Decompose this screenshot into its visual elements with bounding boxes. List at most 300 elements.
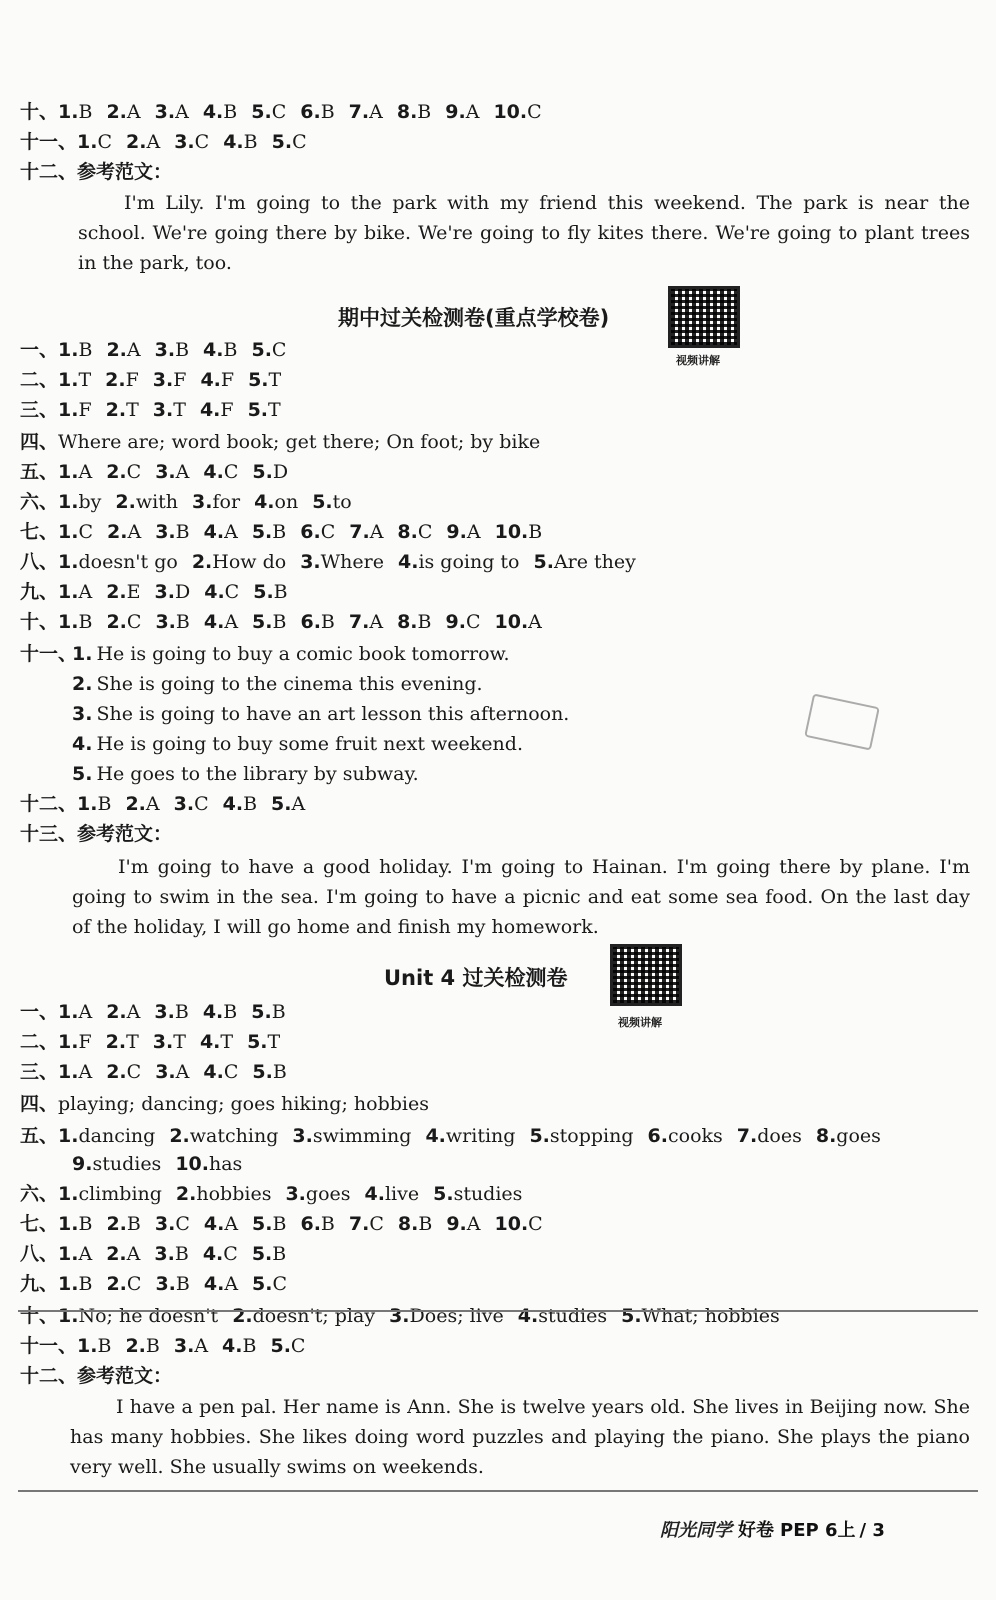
answer-item: [58, 98, 92, 126]
item-number: 5.: [252, 461, 273, 483]
answer-item: [155, 518, 189, 546]
item-answer: T: [173, 399, 186, 421]
item-number: 1.: [58, 551, 79, 573]
item-answer: B: [175, 339, 190, 361]
divider-line: [18, 1310, 978, 1312]
item-number: 4.: [222, 1335, 243, 1357]
item-number: 5.: [433, 1183, 454, 1205]
item-answer: B: [418, 1213, 433, 1235]
item-number: 1.: [77, 793, 98, 815]
item-number: 1.: [58, 1213, 79, 1235]
item-number: 6.: [300, 521, 321, 543]
answer-item: [389, 1302, 504, 1330]
answer-item: [106, 1028, 139, 1056]
item-answer: cooks: [667, 1125, 723, 1147]
item-answer: C: [223, 1061, 239, 1083]
item-answer: A: [78, 1061, 93, 1083]
item-answer: climbing: [78, 1183, 162, 1205]
item-number: 7.: [348, 611, 370, 633]
item-number: 3.: [154, 1001, 175, 1023]
answer-item: [106, 98, 140, 126]
answer-item: [446, 1210, 480, 1238]
sample-essay: I'm going to have a good holiday. I'm going to Hainan. I'm going there by plane. I'm going to swim in the sea. I'm going to have a picnic and eat some sea food. On the last day of the holiday, I will go home and finish my homework.: [72, 856, 970, 938]
answer-item: [252, 608, 286, 636]
item-answer: B: [272, 1061, 287, 1083]
item-number: 1.: [58, 581, 79, 603]
item-number: 10.: [494, 521, 529, 543]
item-number: 3.: [389, 1305, 410, 1327]
item-number: 1.: [58, 339, 79, 361]
item-number: 6.: [647, 1125, 668, 1147]
item-number: 9.: [445, 611, 466, 633]
item-answer: B: [417, 611, 432, 633]
section-label-text: 十三、参考范文：: [20, 823, 173, 845]
item-answer: How do: [212, 551, 287, 573]
item-answer: B: [320, 611, 335, 633]
answer-item: [495, 518, 543, 546]
item-answer: A: [126, 1001, 141, 1023]
item-number: 10.: [494, 1213, 529, 1235]
item-answer: B: [273, 581, 288, 603]
item-number: 4.: [199, 399, 221, 421]
item-answer: B: [78, 611, 93, 633]
answer-item: [252, 518, 286, 546]
item-answer: B: [145, 1335, 160, 1357]
item-answer: hobbies: [196, 1183, 272, 1205]
item-number: 2.: [105, 369, 126, 391]
item-number: 5.: [251, 1001, 272, 1023]
answer-item: [106, 578, 140, 606]
item-number: 9.: [72, 1153, 93, 1175]
item-answer: A: [224, 611, 239, 633]
item-number: 3.: [155, 521, 176, 543]
item-number: 4.: [425, 1125, 446, 1147]
item-number: 3.: [292, 1125, 313, 1147]
answer-item: [648, 1122, 723, 1150]
item-number: 1.: [77, 131, 98, 153]
answer-item: [398, 548, 520, 576]
answer-item: [192, 548, 286, 576]
answer-item: [155, 608, 189, 636]
answer-item: [300, 518, 335, 546]
section-label-text: 一、: [20, 339, 59, 361]
item-number: 5.: [529, 1125, 550, 1147]
item-number: 8.: [815, 1125, 837, 1147]
item-answer: C: [126, 1061, 142, 1083]
item-answer: B: [78, 1213, 93, 1235]
item-number: 4.: [203, 461, 224, 483]
section-label-text: 六、: [20, 1183, 59, 1205]
answer-item: [154, 998, 188, 1026]
item-number: 3.: [152, 399, 174, 421]
item-answer: A: [146, 131, 161, 153]
item-number: 1.: [58, 1125, 79, 1147]
answer-item: [58, 1210, 92, 1238]
answer-row: [20, 608, 976, 636]
item-answer: is going to: [418, 551, 520, 573]
answer-item: [204, 1210, 238, 1238]
answer-item: [106, 1210, 140, 1238]
divider-line: [18, 1490, 978, 1492]
section-label-text: 七、: [20, 521, 59, 543]
answer-row: [20, 1302, 976, 1330]
item-answer: A: [291, 793, 306, 815]
item-answer: Are they: [553, 551, 636, 573]
answer-item: [312, 488, 352, 516]
answer-item: [247, 1028, 280, 1056]
section-label-text: 九、: [20, 1273, 59, 1295]
answer-item: [58, 1028, 92, 1056]
item-answer: B: [97, 1335, 112, 1357]
answer-row: [20, 1122, 976, 1150]
section-label: [20, 820, 976, 848]
answer-item: [106, 458, 141, 486]
footer-brand: [660, 1516, 885, 1542]
item-answer: A: [465, 101, 480, 123]
item-answer: B: [175, 611, 190, 633]
item-answer: B: [243, 793, 258, 815]
item-number: 2.: [106, 339, 127, 361]
item-number: 2.: [106, 1213, 127, 1235]
item-answer: B: [78, 101, 93, 123]
item-number: 5.: [251, 521, 273, 543]
answer-item: [58, 1270, 92, 1298]
section-label-text: 十二、: [20, 793, 78, 815]
item-number: 4.: [517, 1305, 539, 1327]
item-answer: A: [528, 611, 542, 633]
answer-item: [251, 998, 285, 1026]
item-answer: A: [78, 1001, 93, 1023]
item-answer: B: [528, 521, 543, 543]
answer-item: [222, 1332, 256, 1360]
answer-item: [204, 608, 238, 636]
answer-row: [20, 1090, 976, 1118]
item-answer: B: [272, 1243, 287, 1265]
item-answer: stopping: [549, 1125, 634, 1147]
brand-logo: 阳光同学: [660, 1520, 732, 1541]
answer-item: [58, 458, 92, 486]
item-number: 4.: [203, 1273, 225, 1295]
section-label-text: 五、: [20, 1125, 59, 1147]
item-number: 5.: [533, 551, 554, 573]
answer-item: [154, 1240, 188, 1268]
item-answer: A: [78, 581, 93, 603]
section-label-text: 二、: [20, 1031, 59, 1053]
item-number: 2.: [125, 1335, 146, 1357]
answer-item: [58, 1240, 92, 1268]
answer-item: [155, 1270, 189, 1298]
item-answer: doesn't go: [78, 551, 178, 573]
item-answer: A: [369, 611, 384, 633]
section-label-text: 十一、: [20, 131, 78, 153]
item-answer: F: [125, 369, 139, 391]
item-number: 4.: [204, 581, 225, 603]
item-answer: T: [268, 369, 282, 391]
item-answer: C: [369, 1213, 384, 1235]
item-number: 1.: [58, 1061, 79, 1083]
answer-row: [20, 790, 976, 818]
answer-item: [106, 396, 139, 424]
sentence-answer: [72, 670, 976, 698]
item-answer: T: [220, 1031, 234, 1053]
answer-row: [20, 518, 976, 546]
section-label-text: 十二、参考范文：: [20, 161, 173, 183]
item-number: 3.: [285, 1183, 306, 1205]
answer-item: [529, 1122, 633, 1150]
answer-item: [446, 608, 481, 636]
answer-item: [271, 790, 305, 818]
item-answer: C: [417, 521, 433, 543]
item-number: 2.: [106, 581, 127, 603]
item-number: 1.: [58, 1183, 79, 1205]
section-label-text: 十、: [20, 1305, 59, 1327]
item-number: 1.: [58, 1273, 79, 1295]
item-number: 4.: [202, 1243, 224, 1265]
answer-item: [398, 1210, 432, 1238]
answer-item: [107, 518, 141, 546]
answer-item: [248, 396, 281, 424]
answer-item: [106, 1058, 141, 1086]
answer-row: [20, 1270, 976, 1298]
item-number: 1.: [58, 369, 79, 391]
answer-row: [20, 1028, 976, 1056]
item-number: 7.: [349, 521, 370, 543]
answer-item: [58, 336, 92, 364]
answer-item: [58, 578, 92, 606]
answer-item: [365, 1180, 420, 1208]
answer-item: [495, 608, 542, 636]
item-answer: B: [272, 611, 287, 633]
item-number: 5.: [252, 1061, 273, 1083]
answer-item: [285, 1180, 350, 1208]
answer-row: [20, 458, 976, 486]
item-number: 2.: [106, 1273, 127, 1295]
item-answer: B: [417, 101, 432, 123]
item-number: 2.: [106, 611, 127, 633]
item-number: 1.: [58, 1305, 79, 1327]
item-number: 4.: [397, 551, 419, 573]
item-number: 3.: [173, 1335, 195, 1357]
answer-item: [58, 396, 92, 424]
answer-row: [20, 1210, 976, 1238]
item-number: 5.: [270, 1335, 291, 1357]
sample-essay: I have a pen pal. Her name is Ann. She is twelve years old. She lives in Beijing now. She has many hobbies. She likes doing word puzzles and playing the piano. She plays the piano very well. She usually swims on weekends.: [70, 1396, 970, 1478]
section-label-text: 七、: [20, 1213, 59, 1235]
answer-item: [252, 1058, 286, 1086]
item-number: 4.: [202, 101, 224, 123]
answer-item: [446, 518, 480, 546]
item-number: 3.: [72, 703, 93, 725]
answer-item: [621, 1302, 780, 1330]
answer-text: playing; dancing; goes hiking; hobbies: [58, 1093, 429, 1115]
item-number: 3.: [192, 491, 213, 513]
item-number: 4.: [200, 369, 221, 391]
answer-item: [200, 1028, 233, 1056]
answer-row: [20, 128, 976, 156]
answer-item: [223, 128, 257, 156]
item-answer: A: [126, 1243, 141, 1265]
item-answer: A: [194, 1335, 209, 1357]
section-label-text: 四、: [20, 431, 59, 453]
answer-row: [20, 336, 976, 364]
item-number: 3.: [154, 581, 175, 603]
item-number: 5.: [247, 399, 269, 421]
item-number: 4.: [199, 1031, 221, 1053]
item-answer: T: [173, 1031, 186, 1053]
item-number: 1.: [58, 521, 79, 543]
answer-item: [300, 548, 384, 576]
answer-item: [125, 790, 159, 818]
item-answer: C: [78, 521, 94, 543]
answer-item: [200, 366, 234, 394]
answer-item: [203, 458, 238, 486]
item-number: 2.: [169, 1125, 190, 1147]
item-answer: B: [223, 339, 238, 361]
sentence-answer: [72, 700, 976, 728]
item-answer: doesn't; play: [252, 1305, 376, 1327]
item-number: 2.: [106, 1061, 127, 1083]
item-number: 5.: [621, 1305, 642, 1327]
item-number: 5.: [271, 131, 293, 153]
qr-caption: 视频讲解: [618, 1016, 662, 1029]
qr-code-icon: [610, 944, 682, 1006]
sentence-text: He goes to the library by subway.: [96, 763, 419, 785]
answer-item: [203, 98, 237, 126]
answer-item: [115, 488, 178, 516]
item-number: 3.: [155, 461, 176, 483]
item-answer: A: [224, 1273, 239, 1295]
answer-item: [203, 998, 237, 1026]
answer-item: [251, 98, 286, 126]
answer-item: [252, 1240, 286, 1268]
item-number: 8.: [397, 611, 418, 633]
sentence-text: She is going to have an art lesson this afternoon.: [96, 703, 570, 725]
item-number: 9.: [446, 1213, 467, 1235]
item-number: 8.: [397, 521, 418, 543]
item-answer: A: [126, 339, 141, 361]
section-label-text: 一、: [20, 1001, 59, 1023]
answer-item: [252, 458, 288, 486]
item-answer: B: [174, 1001, 189, 1023]
item-answer: A: [175, 461, 190, 483]
item-answer: C: [272, 1273, 288, 1295]
answer-row: [20, 1058, 976, 1086]
section-label-text: 九、: [20, 581, 59, 603]
answer-item: [106, 608, 141, 636]
item-number: 4.: [203, 611, 225, 633]
answer-item: [349, 608, 383, 636]
answer-item: [176, 1180, 272, 1208]
answer-item: [126, 128, 160, 156]
answer-item: [192, 488, 240, 516]
section-label-text: 十一、: [20, 643, 78, 665]
answer-item: [58, 1302, 218, 1330]
item-answer: does: [757, 1125, 802, 1147]
item-answer: D: [174, 581, 191, 603]
item-number: 4.: [203, 1061, 224, 1083]
item-number: 2.: [105, 399, 127, 421]
item-answer: B: [272, 521, 287, 543]
answer-item: [125, 1332, 159, 1360]
item-answer: goes: [305, 1183, 351, 1205]
answer-item: [153, 396, 186, 424]
answer-row: [20, 98, 976, 126]
answer-item: [153, 366, 187, 394]
item-number: 5.: [72, 763, 93, 785]
item-answer: C: [194, 793, 209, 815]
answer-item: [77, 1332, 111, 1360]
answer-item: [397, 518, 432, 546]
item-answer: C: [175, 1213, 190, 1235]
item-number: 2.: [126, 131, 147, 153]
item-number: 10.: [493, 101, 528, 123]
item-answer: B: [242, 1335, 257, 1357]
item-answer: D: [272, 461, 289, 483]
answer-row: [20, 578, 976, 606]
item-number: 3.: [152, 369, 174, 391]
item-answer: A: [127, 521, 142, 543]
answer-item: [252, 1270, 287, 1298]
item-number: 5.: [252, 1273, 273, 1295]
item-answer: writing: [445, 1125, 516, 1147]
answer-item: [174, 128, 209, 156]
item-number: 5.: [312, 491, 333, 513]
item-answer: B: [97, 793, 112, 815]
item-answer: T: [126, 399, 139, 421]
item-number: 8.: [396, 101, 418, 123]
section-label-text: 八、: [20, 551, 59, 573]
item-number: 3.: [154, 1243, 175, 1265]
item-number: 2.: [106, 101, 127, 123]
item-number: 3.: [155, 1273, 176, 1295]
answer-text: Where are; word book; get there; On foot; by bike: [58, 431, 541, 453]
item-answer: A: [224, 521, 238, 543]
item-answer: B: [175, 1273, 190, 1295]
answer-item: [58, 548, 178, 576]
answer-row: [20, 998, 976, 1026]
item-answer: A: [78, 461, 93, 483]
item-number: 10.: [494, 611, 529, 633]
item-answer: A: [369, 101, 383, 123]
qr-caption: 视频讲解: [676, 354, 720, 367]
item-answer: studies: [453, 1183, 523, 1205]
answer-item: [251, 336, 286, 364]
section-label-text: 十一、: [20, 1335, 78, 1357]
item-number: 2.: [106, 1001, 127, 1023]
item-answer: B: [223, 101, 238, 123]
item-number: 6.: [300, 611, 321, 633]
section-label-text: 二、: [20, 369, 59, 391]
item-answer: C: [528, 1213, 543, 1235]
item-number: 1.: [58, 461, 79, 483]
item-number: 3.: [155, 1061, 176, 1083]
item-number: 3.: [154, 101, 176, 123]
item-answer: B: [175, 521, 190, 543]
answer-item: [174, 790, 209, 818]
section-label: [20, 1362, 976, 1390]
item-number: 1.: [58, 611, 79, 633]
answer-item: [232, 1302, 375, 1330]
section-label-text: 六、: [20, 491, 59, 513]
item-number: 7.: [348, 101, 370, 123]
item-answer: B: [243, 131, 258, 153]
item-number: 2.: [175, 1183, 197, 1205]
answer-item: [203, 1240, 238, 1268]
item-answer: F: [220, 399, 234, 421]
section-label-text: 三、: [20, 399, 59, 421]
item-number: 10.: [175, 1153, 209, 1175]
sentence-text: He is going to buy a comic book tomorrow.: [96, 643, 510, 665]
